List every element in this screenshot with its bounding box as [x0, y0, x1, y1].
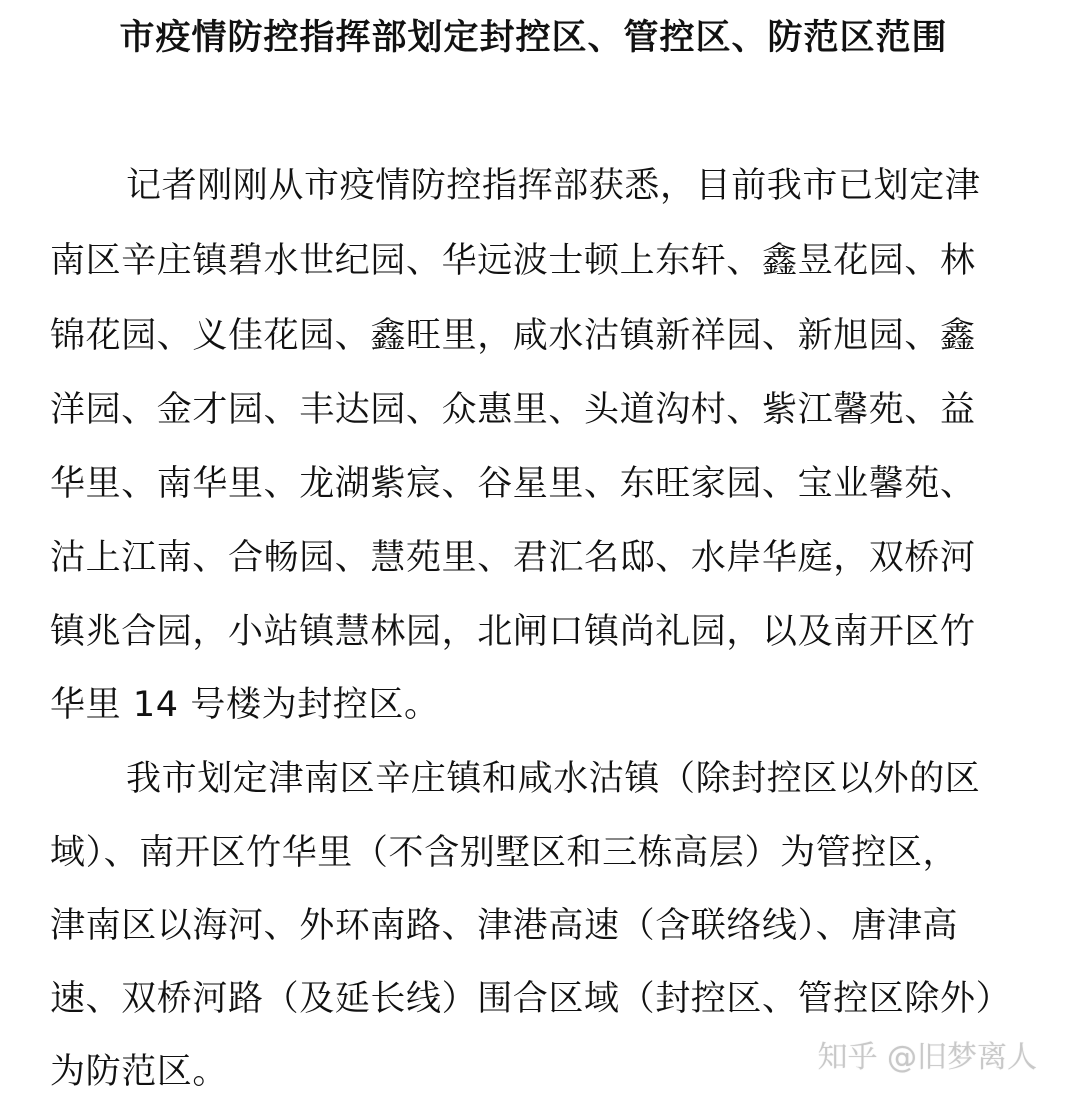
paragraph-line: 记者刚刚从市疫情防控指挥部获悉，目前我市已划定津 — [126, 166, 981, 206]
article-title: 市疫情防控指挥部划定封控区、管控区、防范区范围 — [119, 18, 948, 58]
paragraph-line: 华里 14 号楼为封控区。 — [50, 685, 440, 725]
paragraph-line: 洋园、金才园、丰达园、众惠里、头道沟村、紫江馨苑、益 — [50, 390, 976, 430]
paragraph-line: 镇兆合园，小站镇慧林园，北闸口镇尚礼园，以及南开区竹 — [50, 612, 976, 652]
paragraph-line: 沽上江南、合畅园、慧苑里、君汇名邸、水岸华庭，双桥河 — [50, 538, 976, 578]
paragraph-line: 津南区以海河、外环南路、津港高速（含联络线）、唐津高 — [50, 906, 959, 946]
paragraph-line: 锦花园、义佳花园、鑫旺里，咸水沽镇新祥园、新旭园、鑫 — [50, 316, 976, 356]
paragraph-line: 速、双桥河路（及延长线）围合区域（封控区、管控区除外） — [50, 979, 1012, 1019]
paragraph-line: 南区辛庄镇碧水世纪园、华远波士顿上东轩、鑫昱花园、林 — [50, 241, 976, 281]
paragraph-line: 华里、南华里、龙湖紫宸、谷星里、东旺家园、宝业馨苑、 — [50, 464, 976, 504]
paragraph-line: 域）、南开区竹华里（不含别墅区和三栋高层）为管控区， — [50, 833, 959, 873]
source-watermark: 知乎 @旧梦离人 — [817, 1040, 1037, 1075]
paragraph-line: 为防范区。 — [50, 1052, 229, 1092]
paragraph-line: 我市划定津南区辛庄镇和咸水沽镇（除封控区以外的区 — [126, 759, 981, 799]
